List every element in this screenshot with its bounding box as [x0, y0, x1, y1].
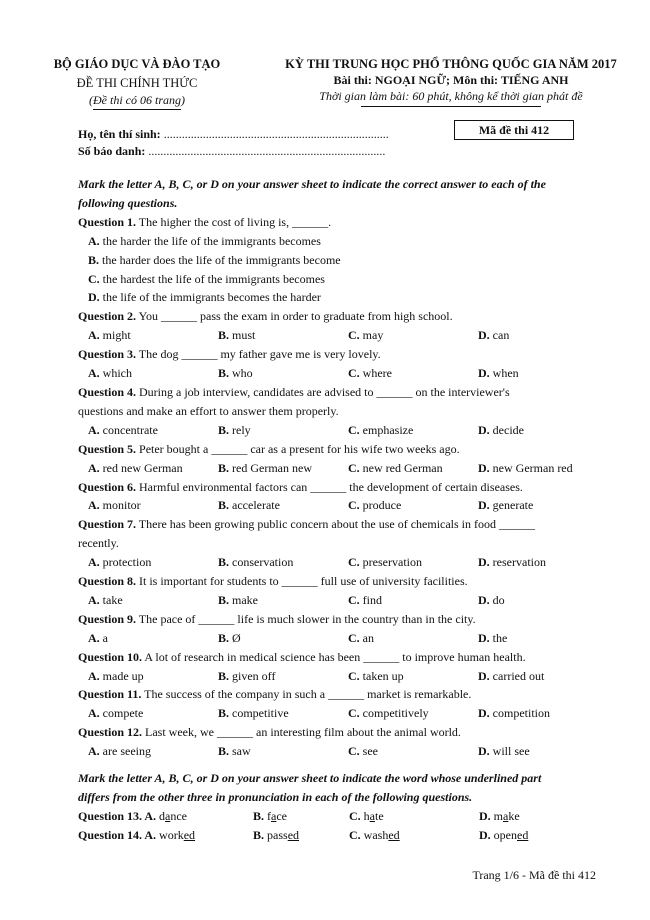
- option-letter: A.: [88, 498, 100, 513]
- option-letter: B.: [218, 706, 230, 721]
- underlined-part: ed: [287, 827, 300, 842]
- header-right: [262, 56, 640, 107]
- option-letter: B.: [218, 630, 230, 645]
- word-part: open: [493, 827, 517, 842]
- option-b[interactable]: [253, 826, 349, 845]
- option-text: the life of the immigrants becomes the harder: [99, 290, 321, 305]
- option-letter: D.: [478, 744, 490, 759]
- option-text: might: [99, 328, 131, 343]
- ministry-name: BỘ GIÁO DỤC VÀ ĐÀO TẠO: [53, 57, 221, 71]
- option-letter: D.: [479, 808, 491, 823]
- question-label: Question 6.: [78, 479, 137, 494]
- option-row: [78, 667, 618, 686]
- option-letter: B.: [218, 422, 230, 437]
- option-text: can: [489, 328, 510, 343]
- question-label: Question 10.: [78, 649, 143, 664]
- option-letter: B.: [253, 827, 265, 842]
- option-a[interactable]: [88, 553, 218, 572]
- option-text: saw: [229, 744, 251, 759]
- option-letter: B.: [218, 592, 230, 607]
- option-b[interactable]: [218, 553, 348, 572]
- option-row: [78, 421, 618, 440]
- option-letter: B.: [88, 252, 100, 267]
- question-text: The success of the company in such a ______ market is remarkable.: [141, 687, 472, 702]
- option-text: where: [359, 366, 392, 381]
- option-text: competitively: [359, 706, 429, 721]
- option-row: [78, 742, 618, 761]
- option-text: new German red: [489, 460, 573, 475]
- candidate-id-label: Số báo danh:: [78, 144, 146, 158]
- option-row: [78, 459, 618, 478]
- option-letter: C.: [349, 808, 361, 823]
- option-text: do: [489, 592, 505, 607]
- option-text: reservation: [489, 555, 546, 570]
- option-d[interactable]: [478, 421, 608, 440]
- option-letter: D.: [88, 290, 100, 305]
- word-part: wash: [363, 827, 389, 842]
- option-word: [159, 809, 187, 823]
- option-row: [78, 364, 618, 383]
- word-part: ce: [276, 808, 287, 823]
- option-d[interactable]: [478, 591, 608, 610]
- word-part: h: [363, 808, 370, 823]
- option-text: protection: [99, 555, 152, 570]
- option-text: red German new: [229, 460, 312, 475]
- question-11: [78, 685, 618, 704]
- option-d[interactable]: [78, 288, 618, 307]
- option-c[interactable]: [348, 553, 478, 572]
- option-letter: A.: [88, 555, 100, 570]
- option-letter: C.: [348, 366, 360, 381]
- option-text: red new German: [99, 460, 183, 475]
- underlined-part: ed: [388, 827, 400, 842]
- question-label: Question 8.: [78, 574, 137, 589]
- option-c[interactable]: [348, 742, 478, 761]
- question-label: Question 9.: [78, 611, 137, 626]
- option-text: must: [229, 328, 256, 343]
- option-letter: B.: [218, 744, 230, 759]
- option-letter: C.: [348, 630, 360, 645]
- option-a[interactable]: [88, 591, 218, 610]
- option-text: Ø: [229, 630, 241, 645]
- header-left: [22, 56, 252, 110]
- candidate-name-label: Họ, tên thí sinh:: [78, 127, 161, 141]
- option-d[interactable]: [478, 326, 608, 345]
- question-label: Question 4.: [78, 384, 137, 399]
- option-word: [494, 828, 529, 842]
- option-text: are seeing: [99, 744, 151, 759]
- option-text: the: [489, 630, 508, 645]
- section-instruction: [78, 175, 618, 213]
- option-letter: A.: [88, 328, 100, 343]
- option-a[interactable]: [88, 629, 218, 648]
- question-label: Question 1.: [78, 214, 137, 229]
- question-label: Question 3.: [78, 347, 137, 362]
- option-a[interactable]: [88, 742, 218, 761]
- option-letter: A.: [88, 706, 100, 721]
- word-part: ke: [508, 808, 520, 823]
- question-label: Question 7.: [78, 517, 137, 532]
- option-letter: C.: [349, 827, 361, 842]
- option-letter: B.: [218, 668, 230, 683]
- option-word: [159, 828, 195, 842]
- option-text: concentrate: [99, 422, 158, 437]
- instruction-line: differs from the other three in pronunciation in each of the following questions.: [78, 790, 473, 804]
- option-text: given off: [229, 668, 276, 683]
- exam-time: Thời gian làm bài: 60 phút, không kể thời gian phát đề: [319, 89, 583, 103]
- option-a[interactable]: [88, 459, 218, 478]
- option-a[interactable]: [78, 232, 618, 251]
- option-word: [494, 809, 520, 823]
- option-text: carried out: [489, 668, 545, 683]
- option-a[interactable]: [88, 667, 218, 686]
- option-letter: C.: [348, 328, 360, 343]
- question-14: [78, 826, 618, 845]
- option-row: [78, 629, 618, 648]
- option-c[interactable]: [348, 591, 478, 610]
- option-a[interactable]: [88, 704, 218, 723]
- option-text: may: [359, 328, 384, 343]
- option-b[interactable]: [78, 251, 618, 270]
- instruction-line: following questions.: [78, 195, 178, 210]
- option-text: which: [99, 366, 132, 381]
- option-letter: C.: [348, 668, 360, 683]
- option-letter: D.: [478, 555, 490, 570]
- option-d[interactable]: [478, 742, 608, 761]
- question-label: Question 14.: [78, 827, 143, 842]
- option-text: generate: [489, 498, 534, 513]
- question-9: [78, 610, 618, 629]
- option-letter: B.: [218, 366, 230, 381]
- option-c[interactable]: [348, 496, 478, 515]
- option-b[interactable]: [218, 591, 348, 610]
- question-12: [78, 723, 618, 742]
- option-text: produce: [359, 498, 402, 513]
- option-letter: A.: [88, 630, 100, 645]
- option-letter: A.: [88, 592, 100, 607]
- underlined-part: ed: [183, 827, 196, 842]
- option-letter: B.: [218, 555, 230, 570]
- option-text: new red German: [359, 460, 443, 475]
- option-d[interactable]: [478, 496, 608, 515]
- option-d[interactable]: [478, 667, 608, 686]
- word-part: nce: [170, 808, 188, 823]
- option-letter: A.: [144, 827, 157, 842]
- candidate-name-dots: ...........................................................................: [160, 127, 389, 141]
- option-text: the harder the life of the immigrants becomes: [99, 233, 321, 248]
- question-text-cont: recently.: [78, 536, 119, 551]
- option-letter: D.: [478, 366, 490, 381]
- option-letter: D.: [478, 592, 490, 607]
- option-letter: D.: [478, 460, 490, 475]
- option-b[interactable]: [218, 667, 348, 686]
- option-a[interactable]: [88, 364, 218, 383]
- underlined-part: ed: [517, 827, 529, 842]
- exam-content: [78, 175, 618, 845]
- question-4: [78, 383, 618, 402]
- option-letter: A.: [88, 233, 100, 248]
- option-c[interactable]: [348, 629, 478, 648]
- question-text: The dog ______ my father gave me is very lovely.: [136, 347, 381, 362]
- header-divider-right: [361, 106, 541, 107]
- option-text: accelerate: [229, 498, 280, 513]
- question-5: [78, 440, 618, 459]
- candidate-id-dots: ...............................................................................: [145, 144, 386, 158]
- option-letter: D.: [478, 668, 490, 683]
- option-letter: C.: [348, 555, 360, 570]
- option-row: [78, 704, 618, 723]
- option-text: made up: [99, 668, 144, 683]
- option-a[interactable]: [88, 326, 218, 345]
- candidate-id-line: [78, 143, 389, 160]
- underlined-part: a: [271, 808, 277, 823]
- option-a[interactable]: [88, 496, 218, 515]
- question-10: [78, 648, 618, 667]
- option-letter: C.: [348, 706, 360, 721]
- question-text: There has been growing public concern about the use of chemicals in food ______: [136, 517, 536, 532]
- option-text: monitor: [99, 498, 141, 513]
- option-text: an: [359, 630, 374, 645]
- question-text: During a job interview, candidates are advised to ______ on the interviewer's: [136, 384, 510, 399]
- option-d[interactable]: [478, 629, 608, 648]
- candidate-info: [78, 126, 389, 160]
- option-c[interactable]: [348, 667, 478, 686]
- option-row: [78, 553, 618, 572]
- option-d[interactable]: [478, 553, 608, 572]
- option-a[interactable]: [78, 826, 253, 845]
- option-letter: B.: [218, 328, 230, 343]
- option-text: compete: [99, 706, 144, 721]
- option-text: will see: [489, 744, 530, 759]
- section-instruction: [78, 769, 618, 807]
- option-text: competitive: [229, 706, 289, 721]
- option-word: [364, 809, 384, 823]
- question-8: [78, 572, 618, 591]
- option-a[interactable]: [88, 421, 218, 440]
- option-b[interactable]: [218, 704, 348, 723]
- option-text: decide: [489, 422, 524, 437]
- question-label: Question 5.: [78, 441, 137, 456]
- option-text: take: [99, 592, 123, 607]
- option-letter: C.: [348, 592, 360, 607]
- question-1: [78, 213, 618, 232]
- option-row: [78, 326, 618, 345]
- underlined-part: a: [165, 808, 171, 823]
- option-letter: D.: [478, 422, 490, 437]
- option-letter: A.: [88, 460, 100, 475]
- word-part: d: [159, 808, 166, 823]
- option-c[interactable]: [349, 826, 479, 845]
- option-text: competition: [489, 706, 550, 721]
- question-text: The pace of ______ life is much slower in the country than in the city.: [136, 611, 476, 626]
- question-3: [78, 345, 618, 364]
- underlined-part: a: [369, 808, 375, 823]
- exam-code-box: Mã đề thi 412: [454, 120, 574, 140]
- option-letter: C.: [348, 744, 360, 759]
- option-letter: A.: [88, 366, 100, 381]
- word-part: te: [375, 808, 384, 823]
- question-label: Question 12.: [78, 725, 143, 740]
- question-text: It is important for students to ______ full use of university facilities.: [136, 574, 468, 589]
- option-c[interactable]: [348, 704, 478, 723]
- option-b[interactable]: [218, 326, 348, 345]
- option-text: a: [99, 630, 108, 645]
- option-c[interactable]: [348, 326, 478, 345]
- option-text: taken up: [359, 668, 404, 683]
- option-letter: B.: [218, 498, 230, 513]
- option-d[interactable]: [478, 459, 608, 478]
- question-text: Last week, we ______ an interesting film about the animal world.: [142, 725, 461, 740]
- word-part: pass: [267, 827, 288, 842]
- question-6: [78, 478, 618, 497]
- option-letter: A.: [88, 744, 100, 759]
- option-text: who: [229, 366, 253, 381]
- option-d[interactable]: [478, 704, 608, 723]
- candidate-name-line: [78, 126, 389, 143]
- option-c[interactable]: [349, 807, 479, 826]
- option-letter: D.: [479, 827, 491, 842]
- question-label: Question 2.: [78, 309, 137, 324]
- question-text: Peter bought a ______ car as a present for his wife two weeks ago.: [136, 441, 460, 456]
- option-letter: D.: [478, 328, 490, 343]
- word-part: f: [267, 808, 272, 823]
- option-b[interactable]: [218, 629, 348, 648]
- word-part: m: [493, 808, 504, 823]
- option-row: [78, 591, 618, 610]
- option-text: rely: [229, 422, 251, 437]
- question-text: The higher the cost of living is, ______.: [136, 214, 332, 229]
- option-d[interactable]: [478, 364, 608, 383]
- option-word: [267, 828, 299, 842]
- option-c[interactable]: [78, 270, 618, 289]
- instruction-line: Mark the letter A, B, C, or D on your answer sheet to indicate the word whose underlined part: [78, 771, 542, 786]
- option-b[interactable]: [218, 496, 348, 515]
- underlined-part: a: [503, 808, 509, 823]
- option-word: [364, 828, 400, 842]
- question-text: Harmful environmental factors can ______ the development of certain diseases.: [136, 479, 523, 494]
- option-letter: D.: [478, 630, 490, 645]
- option-letter: D.: [478, 498, 490, 513]
- pages-note: (Đề thi có 06 trang): [89, 93, 185, 107]
- option-b[interactable]: [253, 807, 349, 826]
- option-letter: C.: [348, 498, 360, 513]
- question-text-cont: questions and make an effort to answer them properly.: [78, 403, 339, 418]
- question-7: [78, 515, 618, 534]
- section-gap: [78, 761, 618, 769]
- option-text: preservation: [359, 555, 422, 570]
- question-13: [78, 807, 618, 826]
- option-text: the harder does the life of the immigrants become: [99, 252, 341, 267]
- option-d[interactable]: [479, 807, 520, 826]
- option-letter: A.: [88, 668, 100, 683]
- option-b[interactable]: [218, 742, 348, 761]
- instruction-line: Mark the letter A, B, C, or D on your answer sheet to indicate the correct answer to each of the: [78, 177, 546, 191]
- option-text: conservation: [229, 555, 294, 570]
- option-letter: C.: [348, 460, 360, 475]
- option-row: [78, 496, 618, 515]
- option-letter: A.: [88, 422, 100, 437]
- exam-title: KỲ THI TRUNG HỌC PHỔ THÔNG QUỐC GIA NĂM 2017: [285, 57, 617, 71]
- question-text: A lot of research in medical science has been ______ to improve human health.: [142, 649, 526, 664]
- option-text: find: [359, 592, 383, 607]
- question-list: [78, 307, 618, 761]
- option-text: the hardest the life of the immigrants becomes: [99, 271, 325, 286]
- option-word: [267, 809, 287, 823]
- official-label: ĐỀ THI CHÍNH THỨC: [76, 76, 198, 90]
- page-footer: Trang 1/6 - Mã đề thi 412: [472, 868, 596, 882]
- question-2: [78, 307, 618, 326]
- option-d[interactable]: [479, 826, 528, 845]
- option-letter: C.: [88, 271, 100, 286]
- option-text: see: [359, 744, 378, 759]
- option-text: emphasize: [359, 422, 414, 437]
- option-text: make: [229, 592, 259, 607]
- question-label: Question 13.: [78, 808, 143, 823]
- option-b[interactable]: [218, 421, 348, 440]
- option-a[interactable]: [78, 807, 253, 826]
- option-letter: B.: [253, 808, 265, 823]
- option-b[interactable]: [218, 364, 348, 383]
- exam-subject: Bài thi: NGOẠI NGỮ; Môn thi: TIẾNG ANH: [333, 73, 569, 87]
- header-divider: [93, 109, 181, 110]
- option-c[interactable]: [348, 421, 478, 440]
- option-c[interactable]: [348, 364, 478, 383]
- option-text: when: [489, 366, 519, 381]
- option-letter: D.: [478, 706, 490, 721]
- question-text: You ______ pass the exam in order to graduate from high school.: [136, 309, 453, 324]
- option-letter: B.: [218, 460, 230, 475]
- option-b[interactable]: [218, 459, 348, 478]
- option-letter: A.: [144, 808, 157, 823]
- option-letter: C.: [348, 422, 360, 437]
- question-label: Question 11.: [78, 687, 142, 702]
- word-part: work: [159, 827, 184, 842]
- option-c[interactable]: [348, 459, 478, 478]
